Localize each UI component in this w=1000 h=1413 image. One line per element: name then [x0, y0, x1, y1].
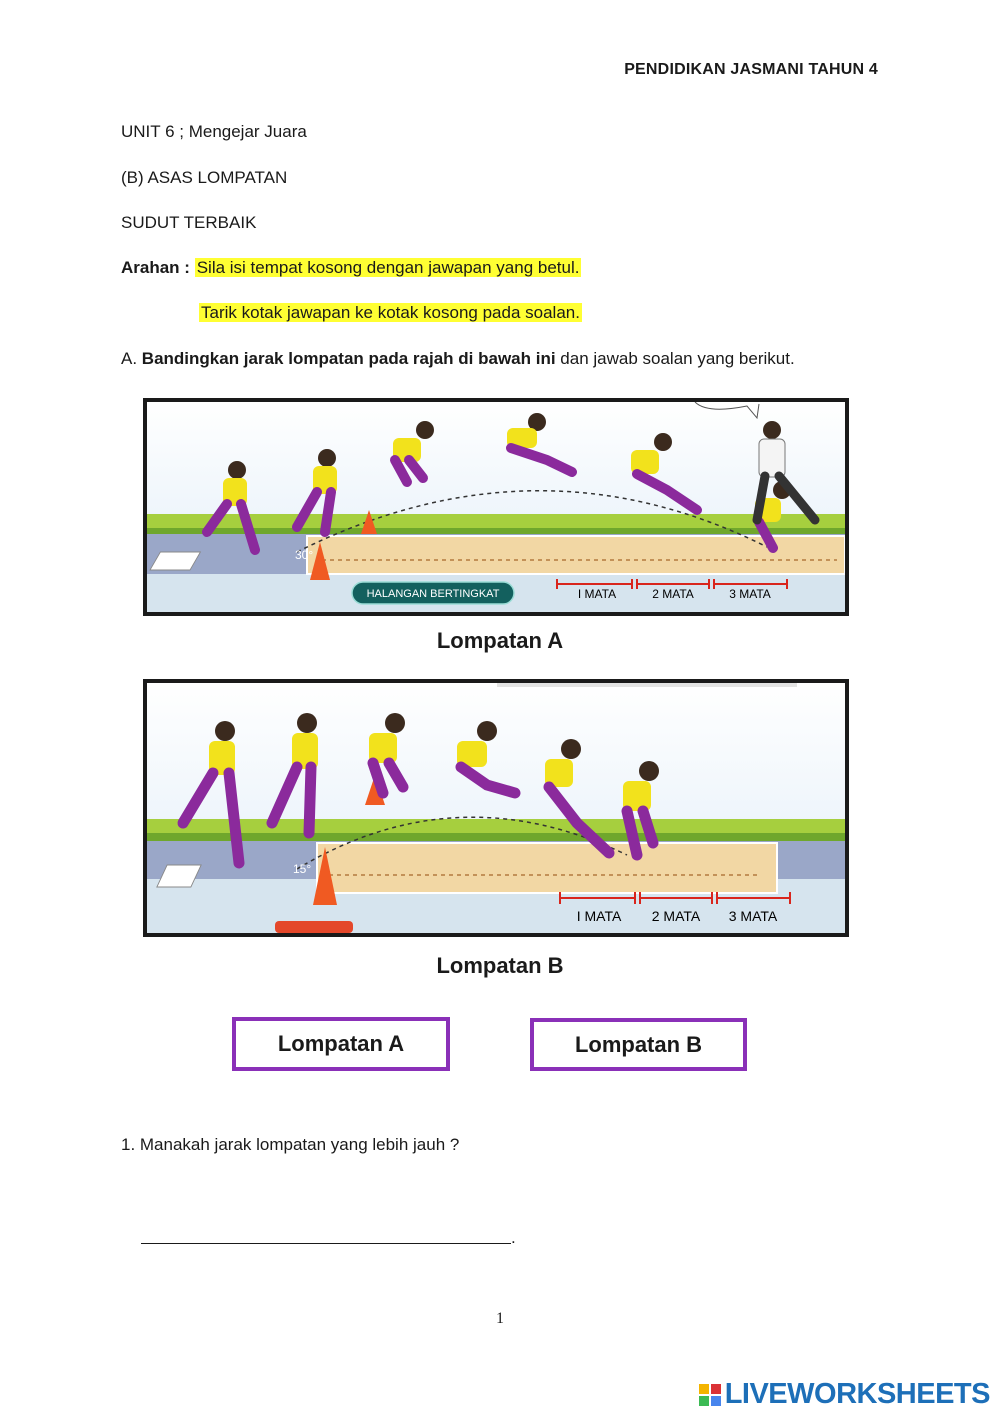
caption-a: Lompatan A [436, 628, 564, 653]
angle-label-b: 15° [293, 862, 312, 876]
question-1: 1. Manakah jarak lompatan yang lebih jauh ? [121, 1135, 460, 1154]
question-a-prefix: A. [121, 349, 138, 368]
answer-blank[interactable] [141, 1224, 511, 1244]
instruction-row-2 [199, 303, 582, 323]
barrier-label: HALANGAN BERTINGKAT [366, 588, 500, 600]
page-number: 1 [496, 1310, 504, 1327]
answer-box-lompatan-b[interactable]: Lompatan B [530, 1018, 747, 1071]
instruction-text-1: Sila isi tempat kosong dengan jawapan yang betul. [196, 258, 580, 277]
unit-title: UNIT 6 ; Mengejar Juara [121, 122, 307, 141]
jump-scene-b [147, 683, 845, 933]
answer-box-lompatan-a[interactable]: Lompatan A [232, 1017, 450, 1071]
zone-label-2: 2 MATA [652, 587, 694, 601]
question-a-rest: dan jawab soalan yang berikut. [560, 349, 795, 368]
caption-b: Lompatan B [436, 953, 564, 978]
instruction-row-1 [121, 258, 581, 278]
zone-label-1: I MATA [577, 587, 617, 601]
zone-label-2: 2 MATA [651, 908, 701, 924]
jump-illustration-a [143, 398, 849, 616]
instruction-text-2: Tarik kotak jawapan ke kotak kosong pada soalan. [201, 303, 580, 322]
zone-label-3: 3 MATA [728, 908, 778, 924]
jump-illustration-b [143, 679, 849, 937]
logo-grid-icon [699, 1384, 721, 1406]
jump-scene-a [147, 402, 845, 612]
angle-label-a: 30° [295, 548, 314, 562]
question-a-bold: Bandingkan jarak lompatan pada rajah di bawah ini [141, 349, 556, 368]
answer-blank-period: . [511, 1228, 516, 1247]
zone-label-1: I MATA [576, 908, 622, 924]
brand-name: LIVEWORKSHEETS [724, 1378, 990, 1410]
instruction-label: Arahan : [121, 258, 190, 277]
topic-title: SUDUT TERBAIK [121, 213, 257, 232]
question-a [121, 349, 795, 369]
document-header: PENDIDIKAN JASMANI TAHUN 4 [624, 61, 878, 78]
zone-label-3: 3 MATA [729, 587, 771, 601]
section-title: (B) ASAS LOMPATAN [121, 168, 288, 187]
liveworksheets-logo [699, 1378, 990, 1411]
